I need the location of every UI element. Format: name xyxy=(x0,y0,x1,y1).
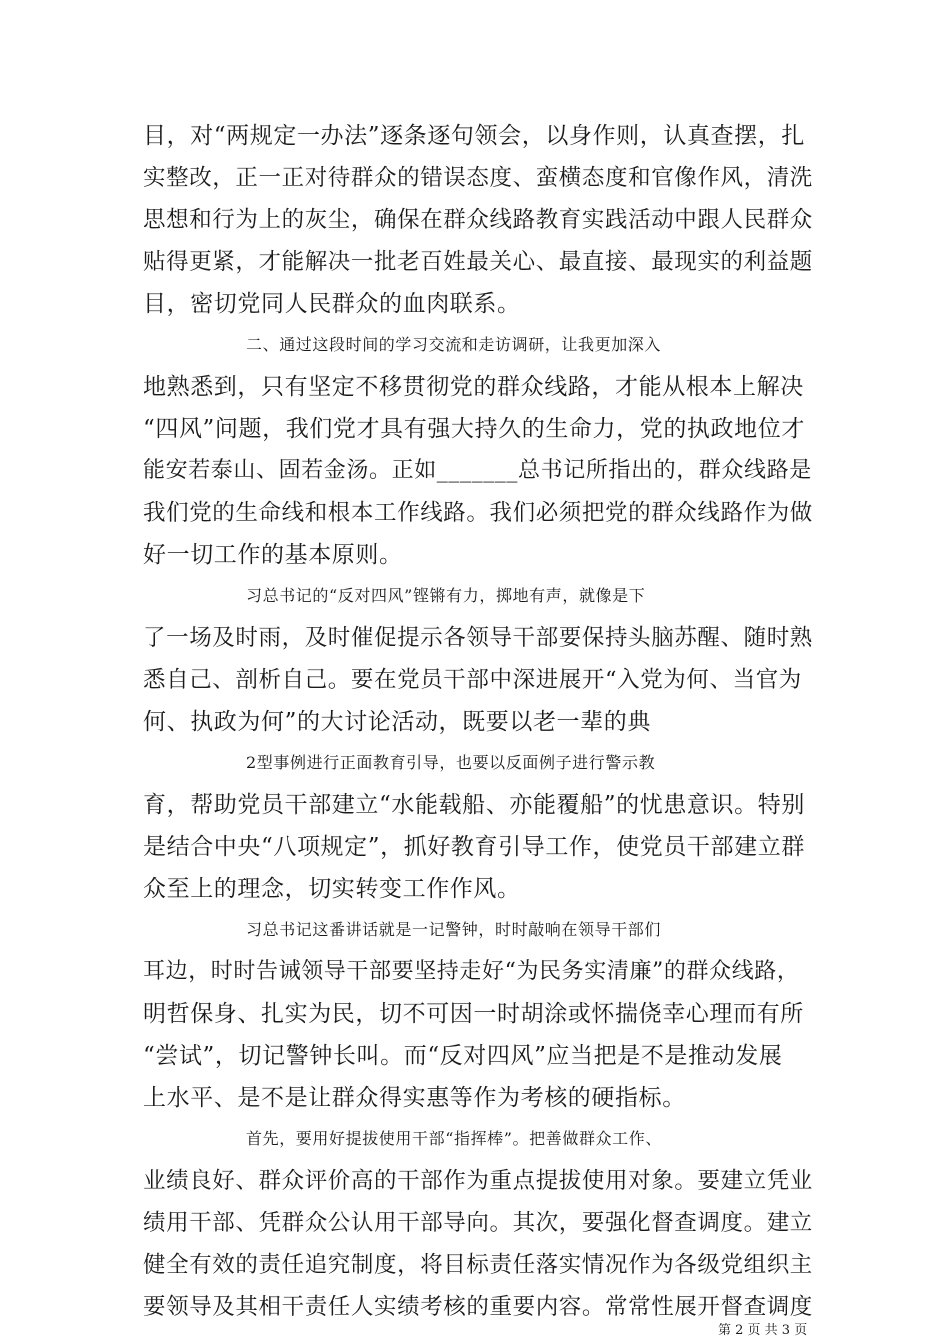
text-line-4: 贴得更紧，才能解决一批老百姓最关心、最直接、最现实的利益题 xyxy=(143,249,813,275)
text-line-1: 目，对“两规定一办法”逐条逐句领会，以身作则，认真查摆，扎 xyxy=(143,123,805,149)
text-line-18: 是结合中央“八项规定”，抓好教育引导工作，使党员干部建立群 xyxy=(143,834,805,860)
text-line-16: 2型事例进行正面教育引导，也要以反面例子进行警示教 xyxy=(246,753,656,772)
text-line-27: 绩用干部、凭群众公认用干部导向。其次，要强化督查调度。建立 xyxy=(143,1210,813,1236)
text-line-23: “尝试”，切记警钟长叫。而“反对四风”应当把是不是推动发展 xyxy=(143,1043,783,1069)
text-line-8: “四风”问题，我们党才具有强大持久的生命力，党的执政地位才 xyxy=(143,416,805,442)
text-line-24: 上水平、是不是让群众得实惠等作为考核的硬指标。 xyxy=(143,1085,686,1111)
text-line-3: 思想和行为上的灰尘，确保在群众线路教育实践活动中跟人民群众 xyxy=(143,207,813,233)
text-line-17: 育，帮助党员干部建立“水能载船、亦能覆船”的忧患意识。特别 xyxy=(143,792,805,818)
text-line-12: 习总书记的“反对四风”铿锵有力，掷地有声，就像是下 xyxy=(246,586,646,605)
text-line-19: 众至上的理念，切实转变工作作风。 xyxy=(143,876,521,902)
page-number: 第 2 页 共 3 页 xyxy=(718,1323,808,1338)
text-line-25: 首先，要用好提拔使用干部“指挥棒”。把善做群众工作、 xyxy=(246,1129,662,1148)
text-line-5: 目，密切党同人民群众的血肉联系。 xyxy=(143,291,521,317)
text-line-22: 明哲保身、扎实为民，切不可因一时胡涂或怀揣侥幸心理而有所 xyxy=(143,1001,804,1027)
text-line-20: 习总书记这番讲话就是一记警钟，时时敲响在领导干部们 xyxy=(246,920,662,939)
text-line-14: 悉自己、剖析自己。要在党员干部中深进展开“入党为何、当官为 xyxy=(143,667,802,693)
text-line-13: 了一场及时雨，及时催促提示各领导干部要保持头脑苏醒、随时熟 xyxy=(143,625,813,651)
text-line-6: 二、通过这段时间的学习交流和走访调研，让我更加深入 xyxy=(246,335,662,354)
text-line-7: 地熟悉到，只有坚定不移贯彻党的群众线路，才能从根本上解决 xyxy=(143,374,804,400)
text-line-15: 何、执政为何”的大讨论活动，既要以老一辈的典 xyxy=(143,709,651,735)
text-line-10: 我们党的生命线和根本工作线路。我们必须把党的群众线路作为做 xyxy=(143,500,813,526)
text-line-29: 要领导及其相干责任人实绩考核的重要内容。常常性展开督查调度 xyxy=(143,1294,813,1320)
text-line-26: 业绩良好、群众评价高的干部作为重点提拔使用对象。要建立凭业 xyxy=(143,1168,813,1194)
text-line-28: 健全有效的责任追究制度，将目标责任落实情况作为各级党组织主 xyxy=(143,1252,813,1278)
text-line-9: 能安若泰山、固若金汤。正如_______总书记所指出的，群众线路是 xyxy=(143,458,812,483)
text-line-11: 好一切工作的基本原则。 xyxy=(143,542,403,568)
text-line-21: 耳边，时时告诫领导干部要坚持走好“为民务实清廉”的群众线路， xyxy=(143,959,800,984)
text-line-2: 实整改，正一正对待群众的错误态度、蛮横态度和官像作风，清洗 xyxy=(143,165,813,191)
